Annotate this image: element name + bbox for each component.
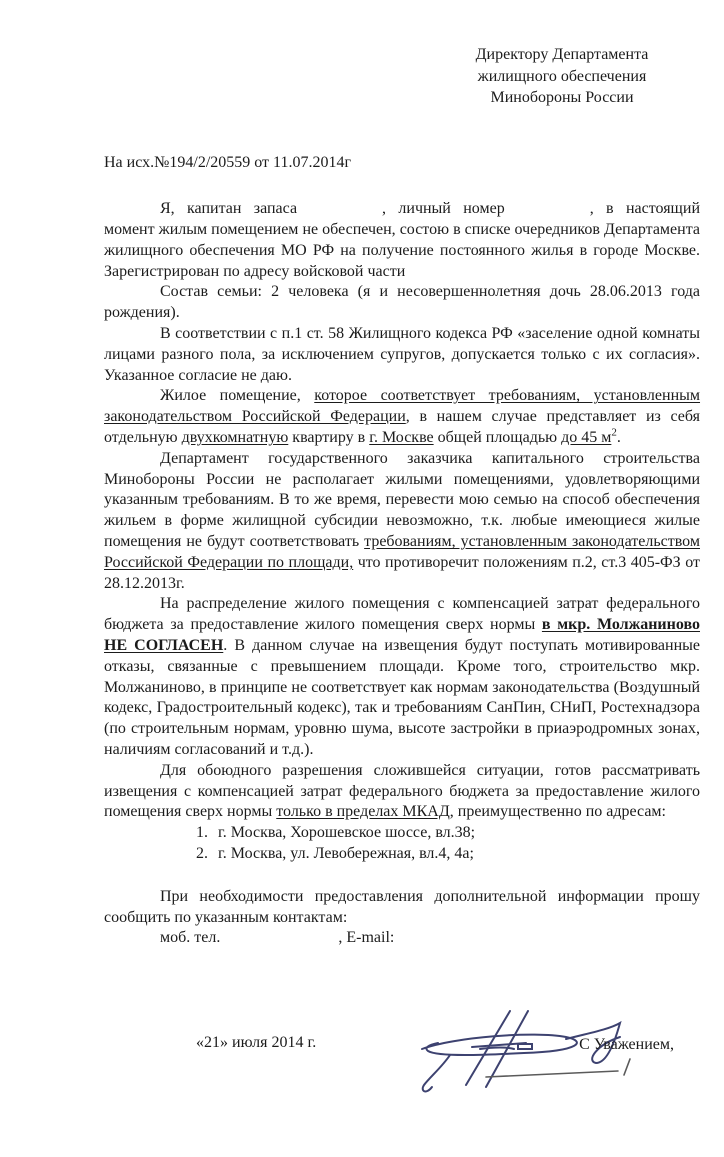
- paragraph: [104, 282, 700, 324]
- text-run: На распределение жилого помещения с компенсацией затрат федерального бюджета за предоставление жилого помещения сверх нормы: [104, 595, 700, 634]
- paragraph: [104, 928, 700, 949]
- address-list: [190, 823, 700, 865]
- recipient-block: [446, 44, 678, 109]
- closing-salutation: С Уважением,: [579, 1036, 674, 1054]
- redacted-blank: [505, 212, 590, 213]
- text-run: г. Москве: [369, 429, 434, 447]
- text-run: которое соответствует требованиям, установленным законодательством Российской Федерации: [104, 387, 701, 426]
- text-run: При необходимости предоставления дополнительной информации прошу сообщить по указанным контактам:: [104, 887, 700, 926]
- paragraph: [104, 386, 700, 448]
- paragraph: [104, 324, 700, 386]
- text-run: общей площадью: [433, 429, 562, 447]
- address-list-item: [212, 823, 700, 844]
- paragraph: [104, 761, 700, 823]
- text-run: . В данном случае на извещения будут поступать мотивированные отказы, связанные с превышением площади. Кроме того, строительство мкр. Молжаниново, в принципе не соответствует как нормам законодательства (Воздушный кодекс, Градостроительный кодекс), так и требованиям СанПин, СНиП, Ростехнадзора (по строительным нормам, уровню шума, высоте застройки в приаэродромных зонах, наличиям согласований и т.д.).: [104, 637, 700, 759]
- text-run: Я, капитан запаса: [160, 200, 298, 218]
- recipient-line: жилищного обеспечения: [477, 67, 647, 85]
- text-run: в мкр. Молжаниново НЕ СОГЛАСЕН: [104, 616, 700, 655]
- text-run: Департамент государственного заказчика капитального строительства Минобороны России не располагает жилыми помещениями, удовлетворяющими указанным требованиям. В то же время, перевести мою семью на способ обеспечения жильем в форме жилищной субсидии невозможно, т.к. любые имеющиеся жилые помещения не будут соответствовать: [104, 449, 700, 551]
- text-run: моб. тел.: [160, 929, 221, 947]
- text-run: г. Москва, Хорошевское шоссе, вл.38;: [218, 824, 476, 842]
- text-run: требованиям, установленным законодательством Российской Федерации по площади,: [104, 533, 700, 571]
- text-run: , личный номер: [382, 200, 505, 218]
- text-run: , преимущественно по адресам:: [449, 803, 666, 821]
- paragraph: [104, 887, 700, 929]
- paragraph: [104, 199, 700, 282]
- address-list-item: [212, 844, 700, 865]
- text-run: только в пределах МКАД: [276, 803, 450, 821]
- redacted-blank: [394, 941, 454, 942]
- text-run: что противоречит положениям п.2, ст.3 405-ФЗ от 28.12.2013г.: [104, 553, 700, 592]
- text-run: .: [616, 429, 621, 447]
- paragraph: [104, 449, 700, 595]
- text-run: двухкомнатную: [181, 429, 289, 447]
- paragraph: [104, 594, 700, 760]
- text-run: , в нашем случае представляет из себя отдельную: [104, 408, 700, 447]
- redacted-blank: [297, 212, 382, 213]
- text-run: г. Москва, ул. Левобережная, вл.4, 4а;: [218, 845, 474, 862]
- text-run: 2: [611, 426, 617, 439]
- text-run: Для обоюдного разрешения сложившейся ситуации, готов рассматривать извещения с компенсацией затрат федерального бюджета за предоставление жилого помещения сверх нормы: [104, 761, 700, 821]
- letter-date: «21» июля 2014 г.: [196, 1034, 317, 1052]
- text-run: квартиру в: [288, 429, 370, 447]
- reference-number: На исх.№194/2/20559 от 11.07.2014г: [104, 153, 352, 171]
- text-run: В соответствии с п.1 ст. 58 Жилищного кодекса РФ «заселение одной комнаты лицами разного пола, за исключением супругов, допускается только с их согласия». Указанное согласие не даю.: [104, 325, 700, 384]
- recipient-line: Минобороны России: [490, 89, 634, 106]
- redacted-blank: [220, 941, 338, 942]
- text-run: Состав семьи: 2 человека (я и несовершеннолетняя дочь 28.06.2013 года рождения).: [104, 283, 700, 322]
- text-run: , в настоящий момент жилым помещением не обеспечен, состою в списке очередников Департамента жилищного обеспечения МО РФ на получение постоянного жилья в городе Москве. Зарегистрирован по адресу войсковой части: [104, 200, 701, 280]
- text-run: , E-mail:: [338, 929, 395, 947]
- document-body: [104, 199, 700, 949]
- text-run: Жилое помещение,: [160, 387, 315, 405]
- text-run: до 45 м: [561, 429, 612, 447]
- signature-block: [104, 1027, 700, 1157]
- recipient-line: Директору Департамента: [475, 46, 649, 63]
